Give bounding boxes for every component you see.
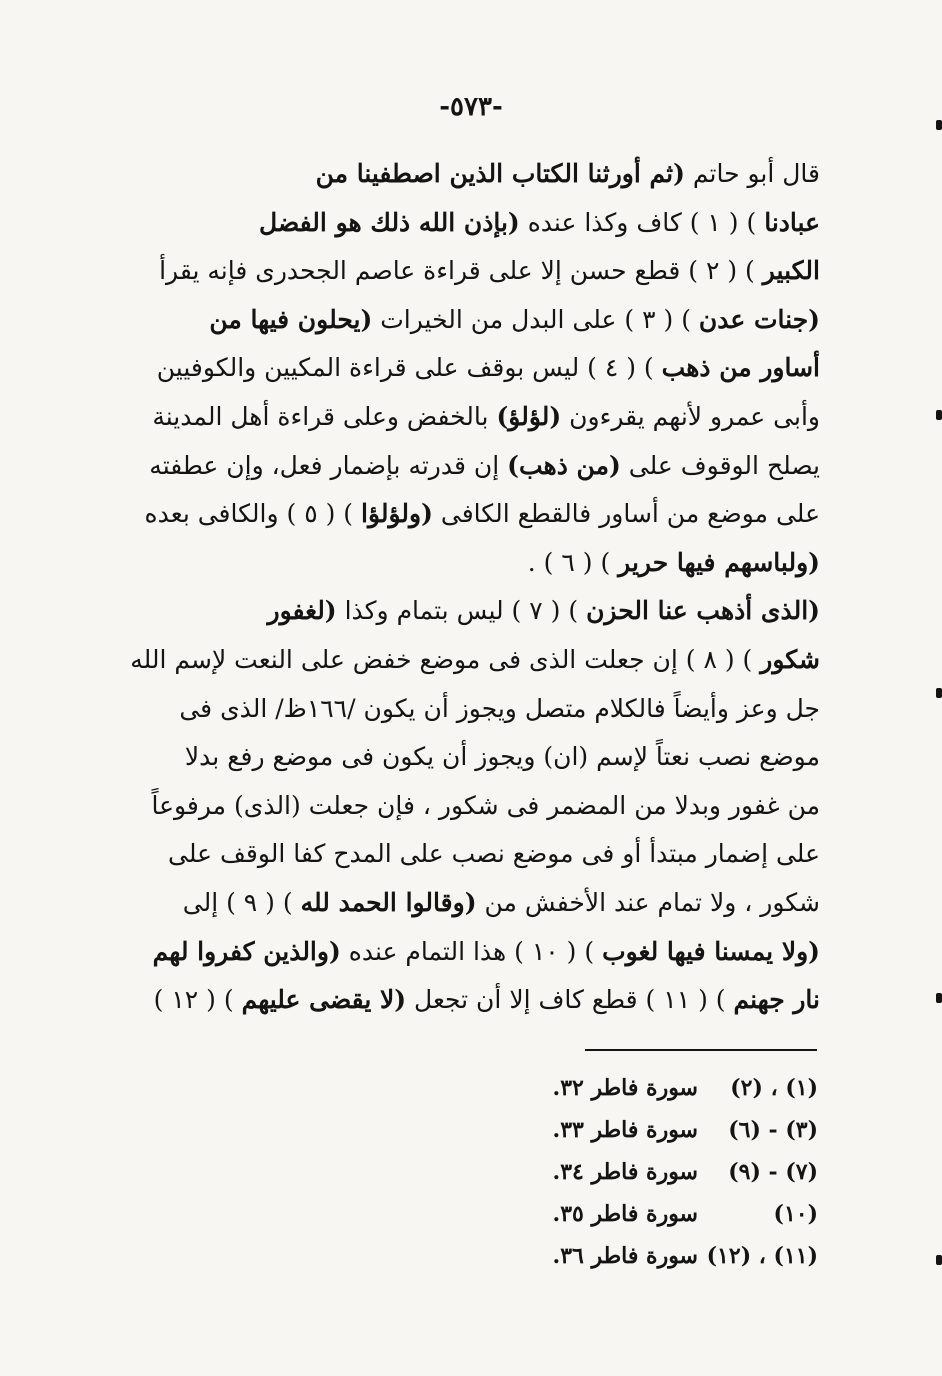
quranic-quote: (الذى أذهب عنا الحزن [586,596,820,626]
text-line [108,685,820,734]
commentary-text: على موضع من أساور فالقطع الكافى [432,499,820,529]
text-line [108,150,820,199]
footnote [500,1193,818,1235]
commentary-text: ) ( ١٢ ) [153,985,242,1015]
margin-mark [936,1255,942,1265]
commentary-text: ) ( ١١ ) قطع كاف إلا أن تجعل [406,985,734,1015]
margin-mark [936,410,942,420]
commentary-text: من غفور وبدلا من المضمر فى شكور ، فإن جعلت (الذى) مرفوعاً [151,790,820,820]
text-line [108,587,820,636]
text-line [108,247,820,296]
quranic-quote: (من ذهب) [507,450,621,480]
quranic-quote: (والذين كفروا لهم [152,936,341,966]
commentary-text: ) ( ٩ ) إلى [182,887,301,917]
quranic-quote: عبادنا [764,207,820,237]
quranic-quote: (بإذن الله ذلك هو الفضل [259,207,520,237]
footnote-ref: (٣) - (٦) [728,1117,818,1143]
text-line [108,976,820,1025]
quranic-quote: (لغفور [267,596,337,626]
quranic-quote: (ولا يمسنا فيها لغوب [602,936,820,966]
footnote-ref: (٧) - (٩) [728,1159,818,1185]
quranic-quote: نار جهنم [733,985,820,1015]
footnote-source: سورة فاطر ٣٣. [552,1117,698,1143]
commentary-text: جل وعز وأيضاً فالكلام متصل ويجوز أن يكون /١٦٦ظ/ الذى فى [179,693,820,723]
commentary-text: موضع نصب نعتاً لإسم (ان) ويجوز أن يكون فى موضع رفع بدلا [184,742,820,772]
margin-mark [936,120,942,130]
text-line [108,733,820,782]
commentary-text: ) ( ٢ ) قطع حسن إلا على قراءة عاصم الجحدرى فإنه يقرأ [159,256,763,286]
margin-mark [936,688,942,698]
margin-mark [936,993,942,1003]
commentary-text: ) ( ٦ ) . [527,547,619,577]
text-line [108,928,820,977]
quranic-quote: (ولؤلؤا [361,499,433,529]
commentary-text: وأبى عمرو لأنهم يقرءون [561,401,820,431]
footnote [500,1151,818,1193]
footnote-ref: (١٠) [773,1201,818,1227]
commentary-text: شكور ، ولا تمام عند الأخفش من [476,887,820,917]
quranic-quote: (ولباسهم فيها حرير [618,547,820,577]
commentary-text: ) ( ٧ ) ليس بتمام وكذا [336,596,587,626]
text-line [108,636,820,685]
footnote-source: سورة فاطر ٣٥. [552,1201,698,1227]
commentary-text: ) ( ١٠ ) هذا التمام عنده [340,936,603,966]
footnote [500,1067,818,1109]
footnote-source: سورة فاطر ٣٤. [552,1159,698,1185]
text-line [108,296,820,345]
quranic-quote: الكبير [762,256,820,286]
text-line [108,879,820,928]
text-line [108,344,820,393]
quranic-quote: (جنات عدن [698,304,820,334]
footnote-ref: (١١) ، (١٢) [706,1243,818,1269]
commentary-text: على إضمار مبتدأ أو فى موضع نصب على المدح كفا الوقف على [168,839,820,869]
commentary-text: يصلح الوقوف على [620,450,820,480]
quranic-quote: (ثم أورثنا الكتاب الذين اصطفينا من [315,159,685,188]
commentary-text: ) ( ٥ ) والكافى بعده [144,499,362,529]
footnote-source: سورة فاطر ٣٦. [552,1243,698,1269]
footnotes [500,1067,818,1277]
page-number: -٥٧٣- [439,92,503,122]
commentary-text: ) ( ٣ ) على البدل من الخيرات [372,304,699,334]
text-line [108,442,820,491]
quranic-quote: (لا يقضى عليهم [241,985,407,1015]
commentary-text: ) ( ١ ) كاف وكذا عنده [519,207,765,237]
text-line [108,393,820,442]
footnote-separator [585,1049,817,1051]
quranic-quote: أساور من ذهب [661,353,820,383]
text-line [108,830,820,879]
commentary-text: ) ( ٨ ) إن جعلت الذى فى موضع خفض على النعت لإسم الله [130,644,761,674]
footnote [500,1109,818,1151]
commentary-text: بالخفض وعلى قراءة أهل المدينة [152,401,497,431]
footnote-ref: (١) ، (٢) [730,1075,818,1101]
footnote [500,1235,818,1277]
quranic-quote: شكور [760,644,820,674]
text-line [108,539,820,588]
commentary-text: قال أبو حاتم [684,159,820,188]
quranic-quote: (وقالوا الحمد لله [300,887,477,917]
commentary-text: إن قدرته بإضمار فعل، وإن عطفته [149,450,508,480]
main-text [108,150,820,1025]
commentary-text: ) ( ٤ ) ليس بوقف على قراءة المكيين والكوفيين [156,353,662,383]
quranic-quote: (يحلون فيها من [209,304,373,334]
quranic-quote: (لؤلؤ) [496,401,562,431]
footnote-source: سورة فاطر ٣٢. [552,1075,698,1101]
text-line [108,490,820,539]
text-line [108,782,820,831]
text-line [108,199,820,248]
